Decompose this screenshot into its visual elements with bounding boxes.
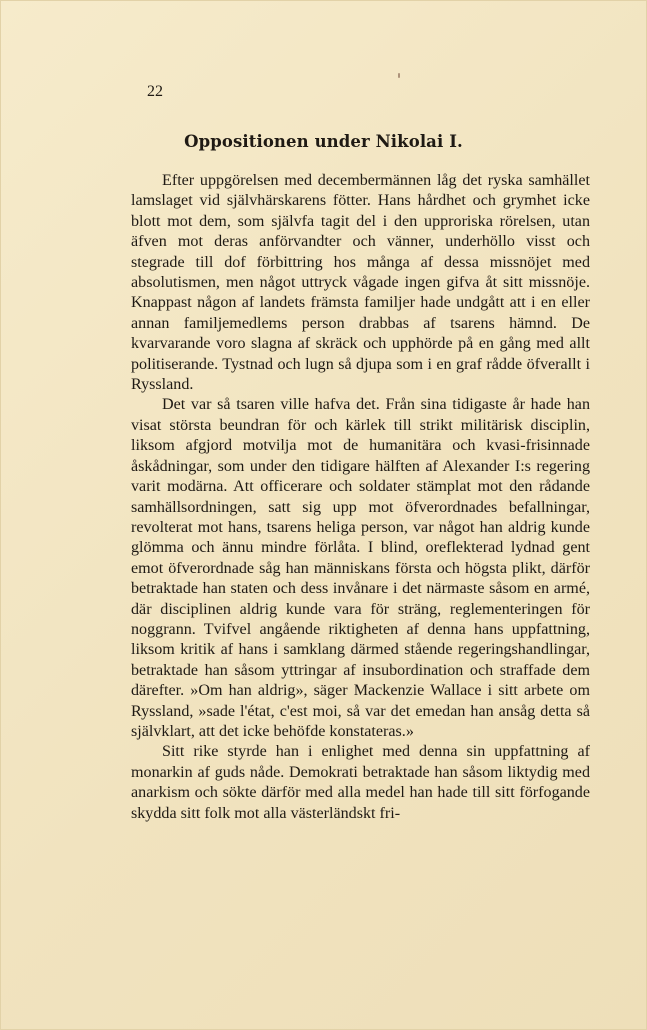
body-text xyxy=(131,171,590,824)
page-number: 22 xyxy=(147,83,163,100)
paragraph-3: Sitt rike styrde han i enlighet med denna sin uppfattning af monarkin af guds nåde. Demokrati betraktade han såsom liktydig med anarkism och sökte därför med alla medel han hade till sitt förfogande skydda sitt folk mot alla västerländskt fri- xyxy=(131,743,590,822)
paper-speck-mark xyxy=(398,73,400,78)
chapter-title: Oppositionen under Nikolai I. xyxy=(184,132,463,151)
paragraph-2: Det var så tsaren ville hafva det. Från sina tidigaste år hade han visat största beundran för och kärlek till strikt militärisk disciplin, liksom afgjord motvilja mot de humanitära och kvasi-frisinnade åskådningar, som under den tidigare hälften af Alexander I:s regering varit modärna. Att officerare och soldater stämplat mot den rådande samhällsordningen, satt sig upp mot öfverordnades befallningar, revolterat mot hans, tsarens heliga person, var något han aldrig kunde glömma och ännu mindre förlåta. I blind, oreflekterad lydnad gent emot öfverordnade såg han människans första och högsta plikt, därför betraktade han staten och dess invånare i det närmaste såsom en armé, där disciplinen aldrig kunde vara för sträng, reglementeringen för noggrann. Tvifvel angående riktigheten af denna hans uppfattning, liksom kritik af hans i samklang därmed stående regeringshandlingar, betraktade han såsom yttringar af insubordination och straffade dem därefter. »Om han aldrig», säger Mackenzie Wallace i sitt arbete om Ryssland, »sade l'état, c'est moi, så var det emedan han ansåg detta så självklart, att det icke behöfde konstateras.» xyxy=(131,396,590,740)
paragraph-1: Efter uppgörelsen med decembermännen låg det ryska samhället lamslaget vid självhärskarens fötter. Hans hårdhet och grymhet icke blott mot dem, som självfa tagit del i den upproriska rörelsen, utan äfven mot deras anförvandter och vänner, underhöllo visst och stegrade till dof förbittring hos många af dessa missnöjet med absolutismen, men något uttryck vågade ingen gifva åt sitt missnöje. Knappast någon af landets främsta familjer hade undgått att i en eller annan familjemedlems person drabbas af tsarens hämnd. De kvarvarande voro slagna af skräck och upphörde på en gång med allt politiserande. Tystnad och lugn så djupa som i en graf rådde öfverallt i Ryssland. xyxy=(131,172,590,394)
